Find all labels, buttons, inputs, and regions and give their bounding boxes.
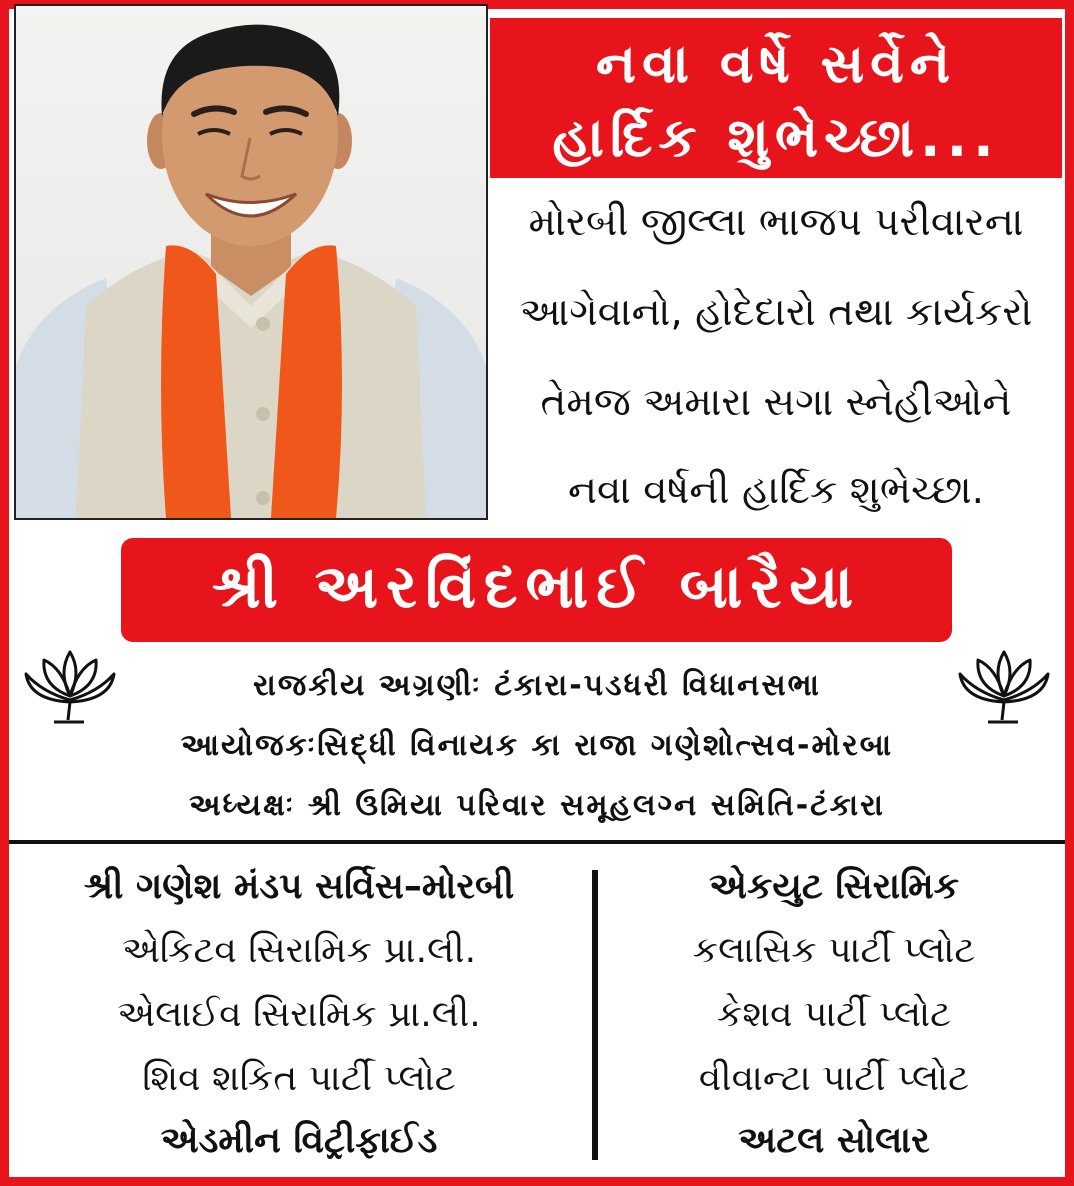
sponsor-left-2: એકિટવ સિરામિક પ્રા.લી. <box>121 930 477 971</box>
greeting-line-2: હાર્દિક શુભેચ્છા... <box>552 106 1000 169</box>
role-line-3: અધ્યક્ષઃ શ્રી ઉમિયા પરિવાર સમૂહલગ્ન સમિતિ-ટંકારા <box>188 788 886 823</box>
sponsor-right-2: કલાસિક પાર્ટી પ્લોટ <box>692 930 976 971</box>
message-line-3: તેમજ અમારા સગા સ્નેહીઓને <box>540 380 1012 425</box>
message-line-4: નવા વર્ષની હાર્દિક શુભેચ્છા. <box>567 468 985 513</box>
sponsor-right-5: અટલ સોલાર <box>738 1120 930 1161</box>
sponsor-right-3: કેશવ પાર્ટી પ્લોટ <box>716 994 952 1035</box>
greeting-line-1: નવા વર્ષે સર્વેને <box>595 32 957 95</box>
sponsor-right-1: એકયુટ સિરામિક <box>708 866 960 907</box>
name-banner <box>121 538 952 642</box>
role-line-2: આયોજકઃસિદ્ધી વિનાયક કા રાજા ગણેશોત્સવ-મોરબા <box>180 728 894 763</box>
sponsor-left-3: એલાઈવ સિરામિક પ્રા.લી. <box>117 994 481 1035</box>
column-divider <box>592 870 598 1160</box>
sponsor-left-1: શ્રી ગણેશ મંડપ સર્વિસ–મોરબી <box>83 866 515 907</box>
sponsor-left-5: એડમીન વિટ્રીફાઈડ <box>160 1120 438 1161</box>
message-line-1: મોરબી જીલ્લા ભાજપ પરીવારના <box>528 200 1024 245</box>
section-divider <box>9 840 1065 844</box>
greeting-banner <box>490 18 1062 178</box>
person-name: શ્રી અરવિંદભાઈ બારૈયા <box>211 552 862 622</box>
sponsor-right-4: વીવાન્ટા પાર્ટી પ્લોટ <box>698 1058 970 1099</box>
message-line-2: આગેવાનો, હોદેદારો તથા કાર્યકરો <box>519 290 1033 335</box>
sponsor-left-4: શિવ શકિત પાર્ટી પ્લોટ <box>142 1058 456 1099</box>
role-line-1: રાજકીય અગ્રણીઃ ટંકારા-પડધરી વિધાનસભા <box>253 668 821 703</box>
portrait-photo <box>14 4 488 520</box>
